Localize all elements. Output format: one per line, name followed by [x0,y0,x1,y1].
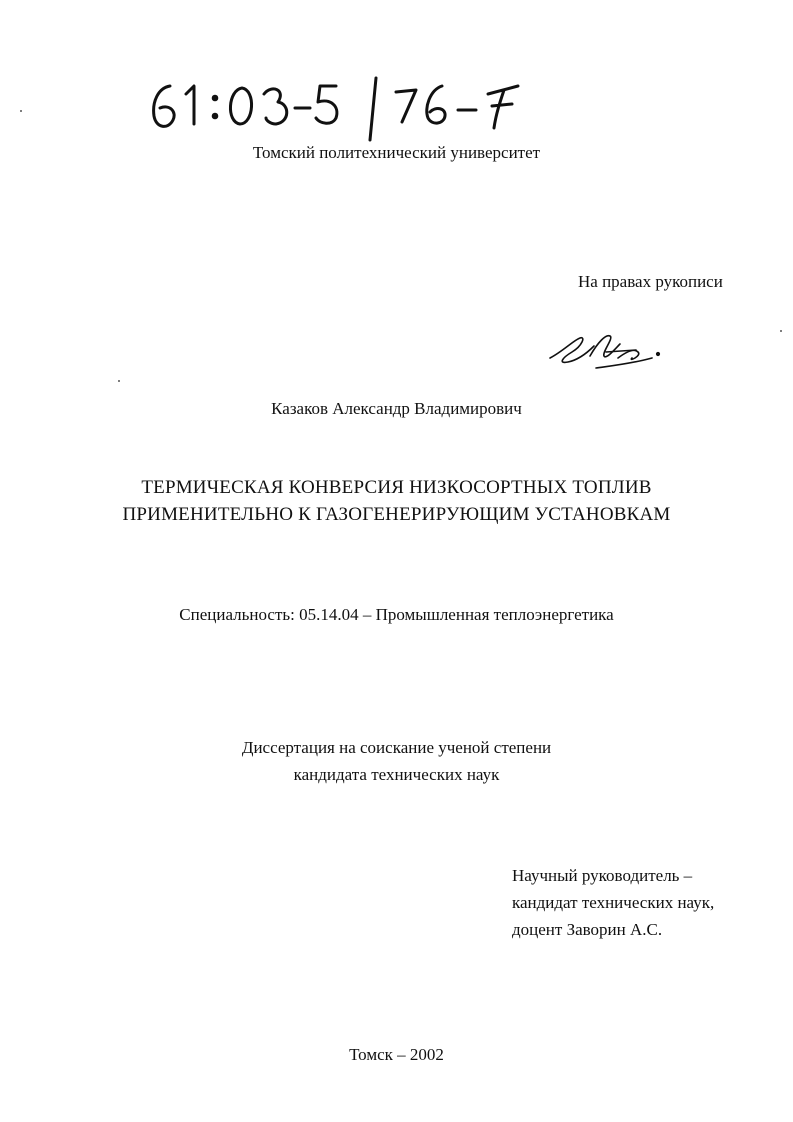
title-line-1: ТЕРМИЧЕСКАЯ КОНВЕРСИЯ НИЗКОСОРТНЫХ ТОПЛИВ [141,477,652,498]
specialty-line: Специальность: 05.14.04 – Промышленная теплоэнергетика [179,605,614,624]
author-signature [540,322,670,374]
degree-line-1: Диссертация на соискание ученой степени [241,738,552,757]
university-name: Томский политехнический университет [252,143,541,162]
city-year: Томск – 2002 [349,1045,444,1064]
scan-speck [20,110,22,112]
supervisor-line-3: доцент Заворин А.С. [512,920,663,939]
author-name: Казаков Александр Владимирович [271,399,522,418]
title-line-2: ПРИМЕНИТЕЛЬНО К ГАЗОГЕНЕРИРУЮЩИМ УСТАНОВКАМ [122,504,671,525]
supervisor-line-1: Научный руководитель – [512,866,693,885]
dissertation-title [0,474,793,528]
degree-line-2: кандидата технических наук [293,765,500,784]
supervisor-block [512,862,714,943]
supervisor-line-2: кандидат технических наук, [512,893,715,912]
degree-statement [0,734,793,788]
scan-speck [780,330,782,332]
scan-speck [118,380,120,382]
rights-note: На правах рукописи [578,272,723,291]
handwritten-archive-code [140,72,540,142]
